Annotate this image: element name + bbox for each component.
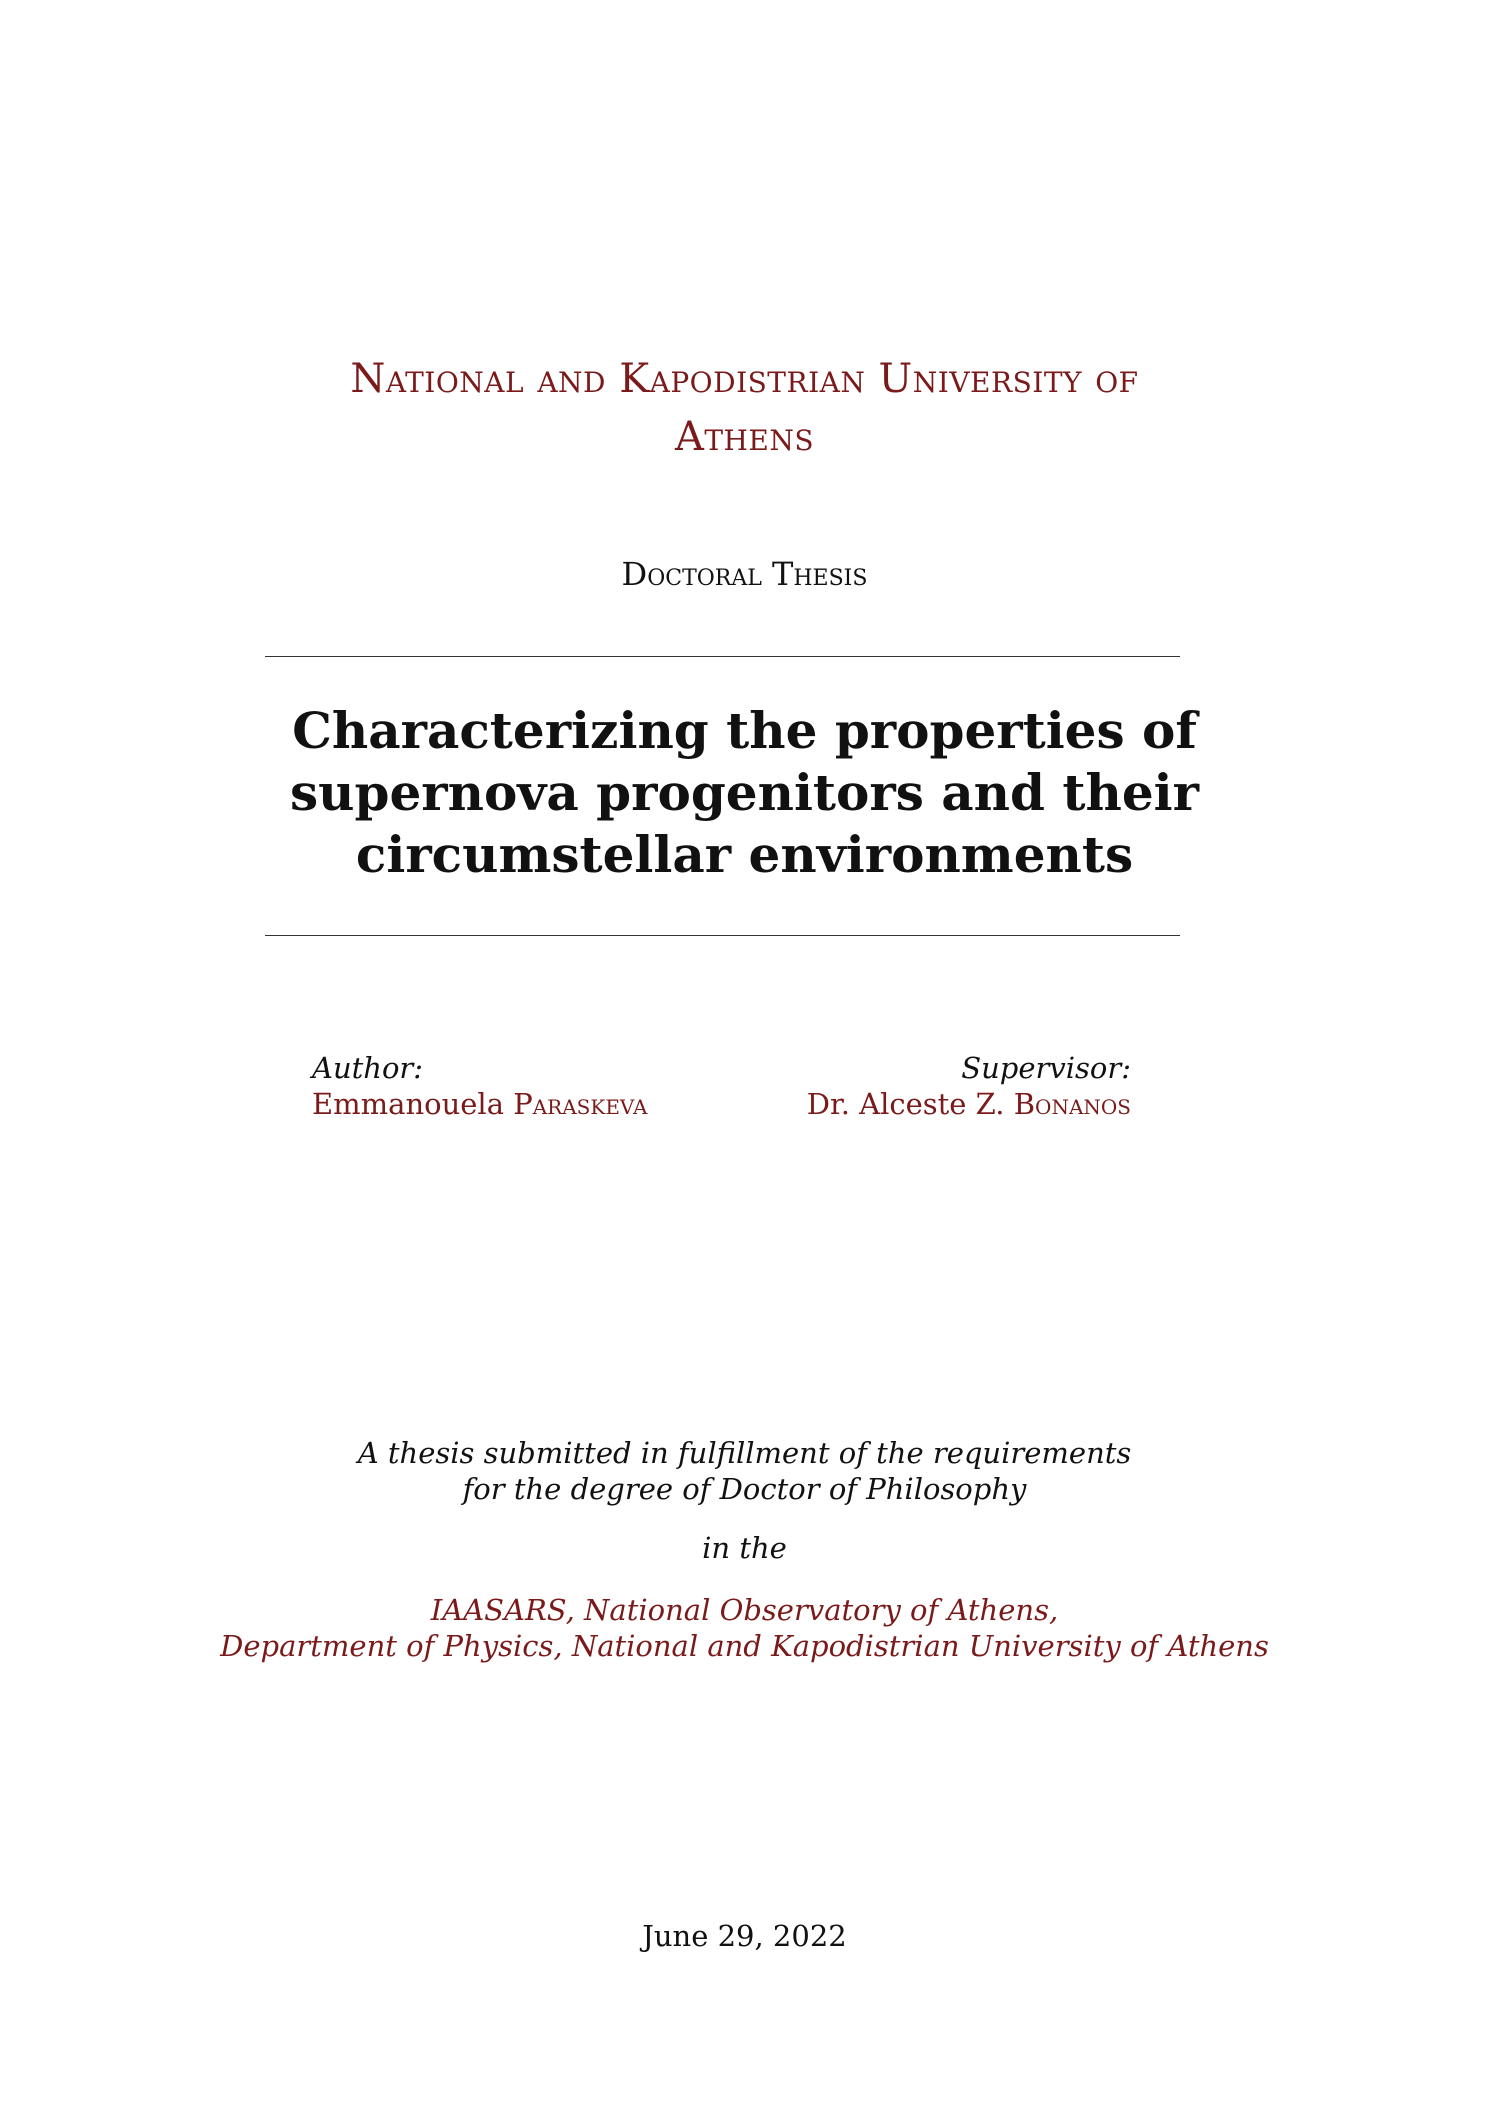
thesis-title-line1: Characterizing the properties of <box>292 701 1197 760</box>
title-rule-top <box>265 656 1180 657</box>
institutes-line2: Department of Physics, National and Kapodistrian University of Athens <box>220 1629 1269 1663</box>
in-the-text: in the <box>702 1531 787 1565</box>
submission-statement <box>0 1435 1489 1507</box>
supervisor-block <box>807 1050 1131 1122</box>
supervisor-first-name: Dr. Alceste Z. <box>806 1087 1005 1121</box>
thesis-title-line2: supernova progenitors and their <box>289 763 1199 822</box>
supervisor-name <box>807 1086 1131 1122</box>
thesis-title <box>0 700 1489 886</box>
supervisor-last-name: Bonanos <box>1013 1087 1131 1121</box>
university-name-line1: National and Kapodistrian University of <box>350 356 1139 402</box>
institutes <box>0 1592 1489 1664</box>
author-first-name: Emmanouela <box>312 1087 504 1121</box>
author-block <box>312 1050 647 1122</box>
degree-type: Doctoral Thesis <box>621 555 868 593</box>
supervisor-label: Supervisor: <box>961 1051 1131 1085</box>
thesis-title-line3: circumstellar environments <box>355 825 1134 884</box>
author-label: Author: <box>312 1051 424 1085</box>
author-last-name: Paraskeva <box>513 1087 648 1121</box>
submission-line1: A thesis submitted in fulfillment of the requirements <box>357 1436 1132 1470</box>
university-name-line2: Athens <box>674 414 815 460</box>
university-name <box>0 350 1489 466</box>
submission-line2: for the degree of Doctor of Philosophy <box>462 1472 1027 1506</box>
submission-date: June 29, 2022 <box>642 1919 847 1953</box>
institutes-line1: IAASARS, National Observatory of Athens, <box>430 1593 1059 1627</box>
author-name <box>312 1086 647 1122</box>
title-rule-bottom <box>265 935 1180 936</box>
